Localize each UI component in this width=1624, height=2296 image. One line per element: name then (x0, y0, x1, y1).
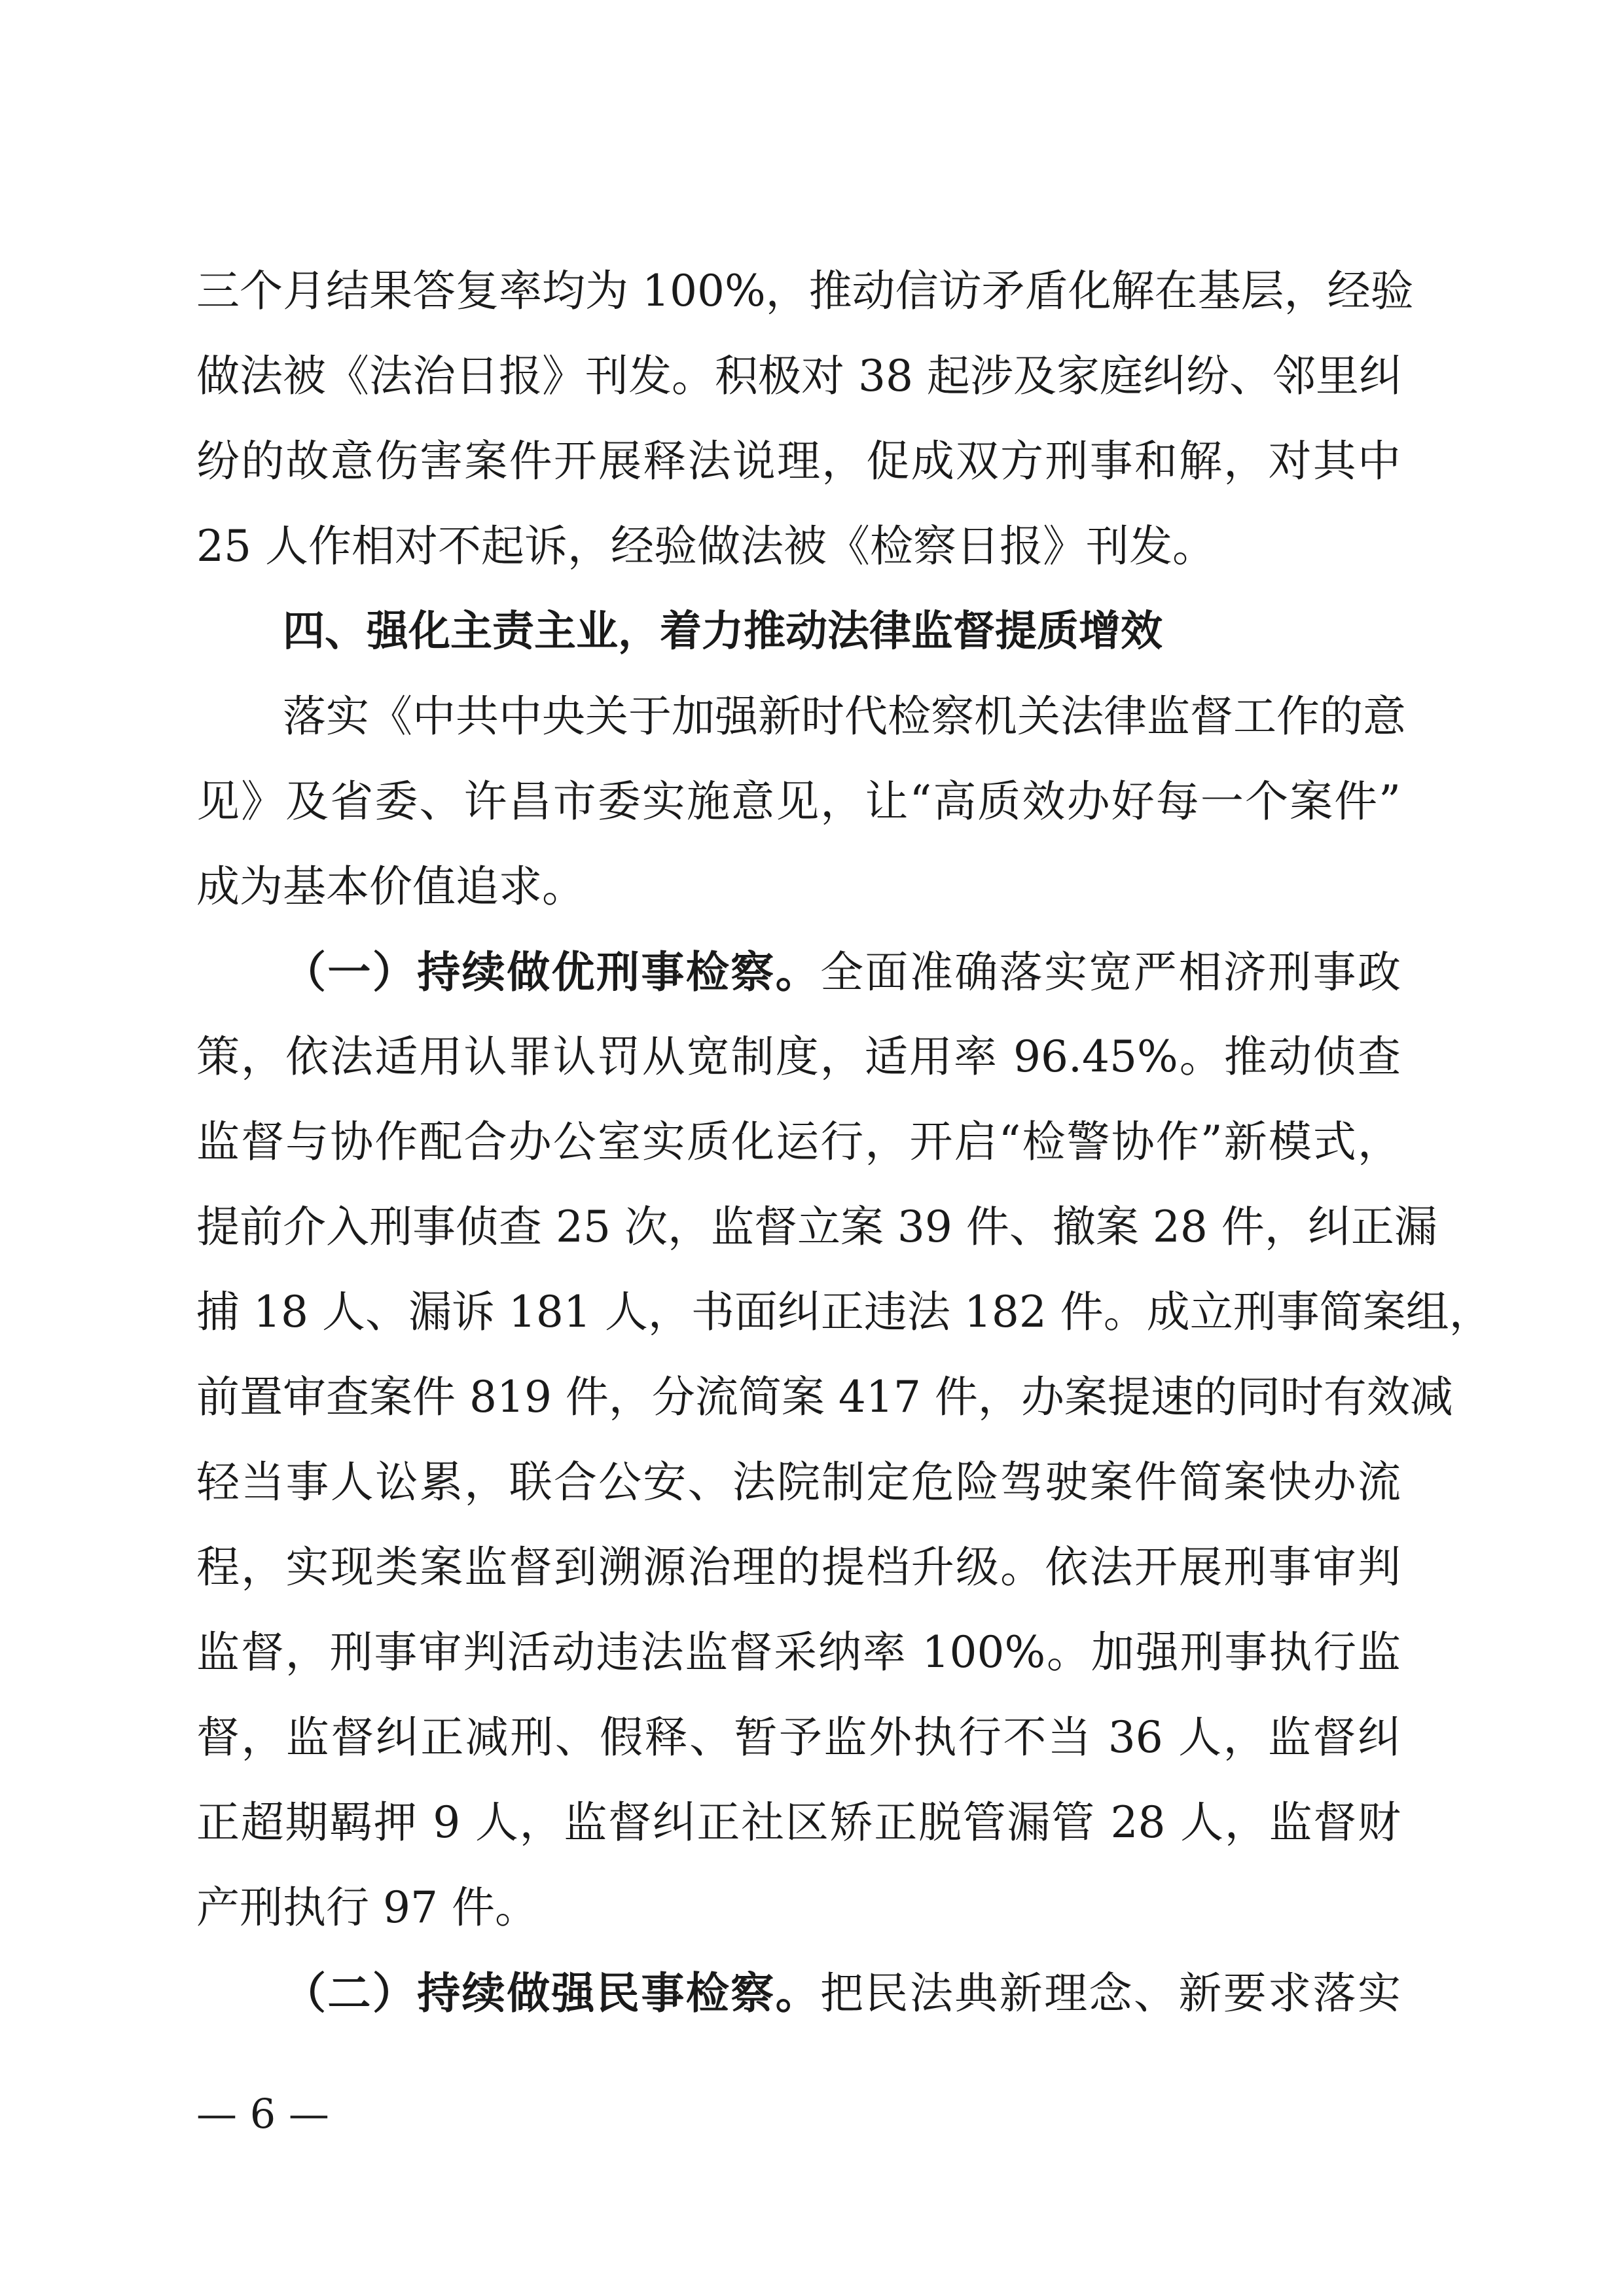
paragraph-text: 全面准确落实宽严相济刑事政 (820, 947, 1401, 997)
paragraph-line: 监督与协作配合办公室实质化运行，开启“检警协作”新模式， (196, 1117, 1401, 1167)
paragraph-line: 提前介入刑事侦查 25 次，监督立案 39 件、撤案 28 件，纠正漏 (196, 1202, 1437, 1252)
paragraph-line: 25 人作相对不起诉，经验做法被《检察日报》刊发。 (196, 521, 1216, 571)
paragraph-line: 捕 18 人、漏诉 181 人，书面纠正违法 182 件。成立刑事简案组， (196, 1287, 1492, 1337)
subsection-lead-civil: （二）持续做强民事检察。 (283, 1967, 820, 2018)
paragraph-line: 策，依法适用认罪认罚从宽制度，适用率 96.45%。推动侦查 (196, 1031, 1401, 1082)
paragraph-line (196, 929, 1401, 1014)
paragraph-line: 纷的故意伤害案件开展释法说理，促成双方刑事和解，对其中 (196, 436, 1401, 486)
paragraph-line: 轻当事人讼累，联合公安、法院制定危险驾驶案件简案快办流 (196, 1457, 1401, 1507)
paragraph-text: 把民法典新理念、新要求落实 (820, 1968, 1401, 2018)
paragraph-line: 产刑执行 97 件。 (196, 1882, 538, 1933)
paragraph-line: 成为基本价值追求。 (196, 861, 585, 912)
paragraph-line: 做法被《法治日报》刊发。积极对 38 起涉及家庭纠纷、邻里纠 (196, 351, 1402, 401)
paragraph-line: 三个月结果答复率均为 100%，推动信访矛盾化解在基层，经验 (196, 266, 1414, 316)
paragraph-line: 督，监督纠正减刑、假释、暂予监外执行不当 36 人，监督纠 (196, 1712, 1401, 1763)
subsection-lead-criminal: （一）持续做优刑事检察。 (283, 946, 820, 997)
paragraph-line: 见》及省委、许昌市委实施意见，让“高质效办好每一个案件” (196, 776, 1401, 827)
paragraph-line: 正超期羁押 9 人，监督纠正社区矫正脱管漏管 28 人，监督财 (196, 1797, 1401, 1848)
paragraph-line: 程，实现类案监督到溯源治理的提档升级。依法开展刑事审判 (196, 1542, 1401, 1592)
page-number: — 6 — (196, 2090, 329, 2138)
paragraph-line (196, 1950, 1401, 2036)
paragraph-line: 前置审查案件 819 件，分流简案 417 件，办案提速的同时有效减 (196, 1372, 1453, 1422)
body-text (196, 249, 1492, 2036)
section-heading: 四、强化主责主业，着力推动法律监督提质增效 (283, 607, 1163, 656)
paragraph-line: 监督，刑事审判活动违法监督采纳率 100%。加强刑事执行监 (196, 1627, 1401, 1677)
paragraph-line: 落实《中共中央关于加强新时代检察机关法律监督工作的意 (283, 691, 1406, 742)
